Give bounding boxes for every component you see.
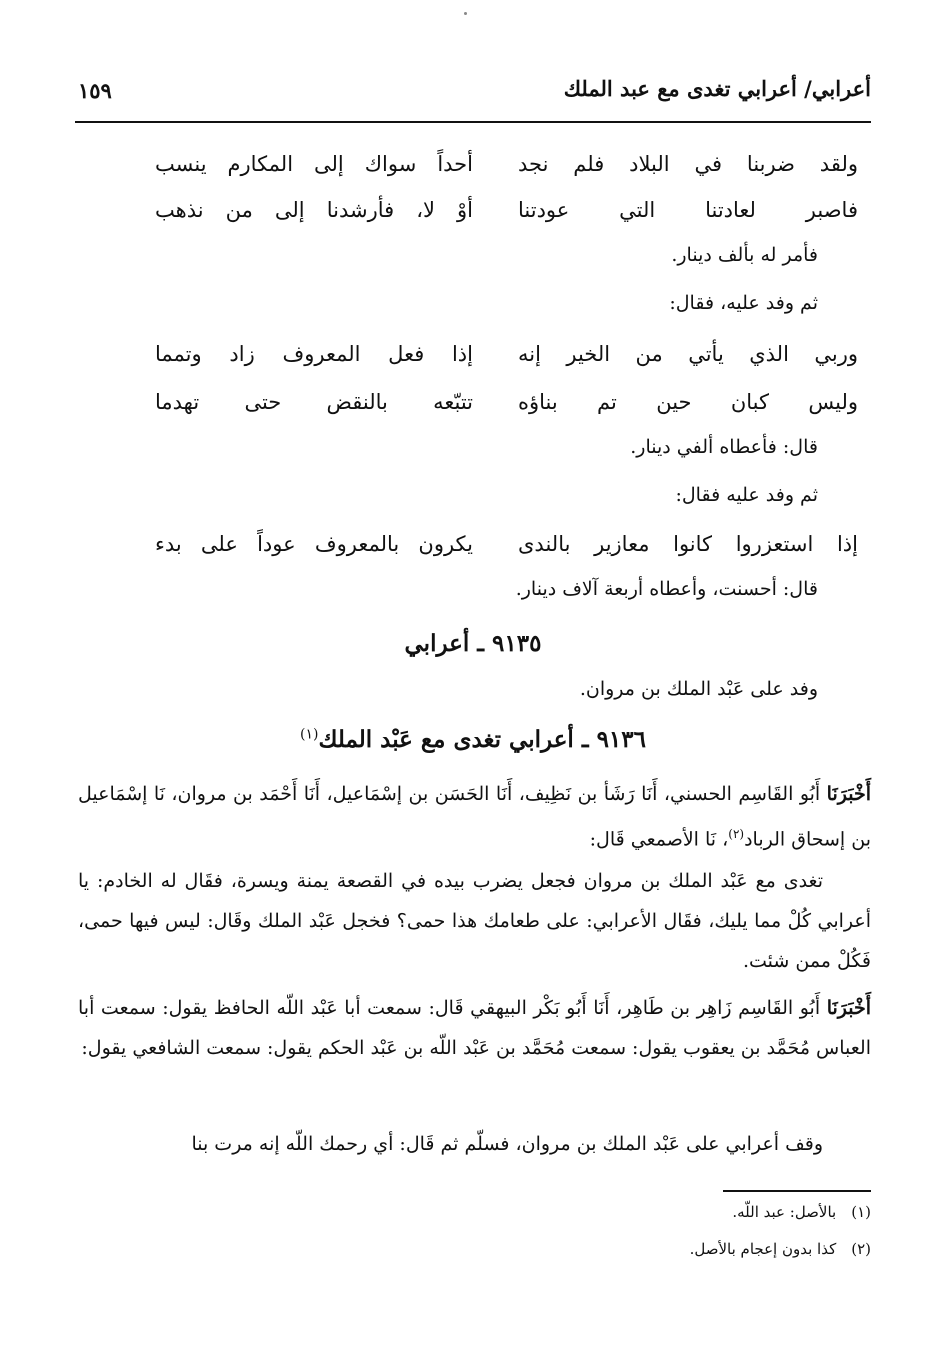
verse-second-hemistich: إذا فعل المعروف زاد وتمما: [155, 342, 473, 366]
page-number: ١٥٩: [78, 78, 112, 103]
footnote-ref: (١): [299, 726, 319, 743]
verse-row: [120, 342, 858, 382]
footnote-number: (١): [851, 1203, 871, 1221]
verse-second-hemistich: يكرون بالمعروف عوداً على بدء: [155, 532, 473, 556]
verse-row: [120, 198, 858, 238]
verse-first-hemistich: إذا استعزروا كانوا معازير بالندى: [518, 532, 858, 556]
footnote-text: بالأصل: عبد اللّه.: [732, 1203, 837, 1221]
section-heading: ٩١٣٥ ـ أعرابي: [404, 630, 542, 657]
akhbarana-word: أَخْبَرَنَا: [826, 997, 872, 1019]
narrative-line: ثم وفد عليه، فقال:: [669, 292, 818, 314]
footnote-rule: [723, 1190, 871, 1192]
story-text: وقف أعرابي على عَبْد الملك بن مروان، فسلّم ثم قَال: أي رحمك اللّه إنه مرت بنا: [191, 1133, 823, 1155]
narrative-line: ثم وفد عليه فقال:: [675, 484, 818, 506]
footnote-text: كذا بدون إعجام بالأصل.: [689, 1240, 837, 1258]
footnote: [690, 1240, 871, 1258]
verse-second-hemistich: أحداً سواك إلى المكارم ينسب: [155, 152, 473, 176]
story-paragraph: [78, 1124, 871, 1164]
verse-first-hemistich: وليس كبان حين تم بناؤه: [518, 390, 858, 414]
verse-row: [120, 152, 858, 192]
verse-first-hemistich: ولقد ضربنا في البلاد فلم نجد: [518, 152, 858, 176]
verse-first-hemistich: فاصبر لعادتنا التي عودتنا: [518, 198, 858, 222]
running-header-title: أعرابي/ أعرابي تغدى مع عبد الملك: [563, 76, 871, 101]
narrative-line: فأمر له بألف دينار.: [671, 244, 818, 266]
verse-row: [120, 390, 858, 430]
footnote: [732, 1203, 871, 1221]
isnad-paragraph: [78, 988, 871, 1068]
story-text: تغدى مع عَبْد الملك بن مروان فجعل يضرب بيده في القصعة يمنة ويسرة، فقَال له الخادم: يا أعرابي كُلْ مما يليك، فقَال الأعرابي: على طعامك هذا حمى؟ فخجل عَبْد الملك وقَال: ليس فيها حمى، فَكُلْ ممن شئت.: [78, 870, 871, 972]
verse-first-hemistich: وربي الذي يأتي من الخير إنه: [518, 342, 858, 366]
verse-second-hemistich: تتبّعه بالنقض حتى تهدما: [155, 390, 473, 414]
verse-row: [120, 532, 858, 572]
verse-second-hemistich: أوْ لا، فأرشدنا إلى من نذهب: [155, 198, 473, 222]
scan-speck: [464, 12, 467, 15]
header-rule: [75, 121, 871, 123]
footnote-ref: (٢): [728, 827, 745, 841]
story-paragraph: [78, 861, 871, 981]
isnad-paragraph: [78, 774, 871, 859]
narrative-line: قال: فأعطاه ألفي دينار.: [630, 436, 818, 458]
isnad-text: أَبُو القَاسِم زَاهِر بن طَاهِر، أَنَا أَبُو بَكْر البيهقي قَال: سمعت أبا عَبْد اللّه الحافظ يقول: سمعت أبا العباس مُحَمَّد بن يعقوب يقول: سمعت مُحَمَّد بن عَبْد اللّه بن عَبْد الحكم يقول: سمعت الشافعي يقول:: [78, 997, 871, 1059]
section-text: وفد على عَبْد الملك بن مروان.: [579, 678, 818, 700]
isnad-text-end: ، نَا الأصمعي قَال:: [589, 828, 729, 851]
isnad-text: أَبُو القَاسِم الحسني، أَنَا رَشَأ بن نَظِيف، أَنَا الحَسَن بن إسْمَاعيل، أَنَا أَحْمَد بن مروان، نَا إسْمَاعيل بن إسحاق الرباد: [78, 783, 871, 851]
section-heading-text: ٩١٣٦ ـ أعرابي تغدى مع عَبْد الملك: [318, 726, 646, 753]
footnote-number: (٢): [851, 1240, 871, 1258]
section-heading: [75, 726, 871, 753]
akhbarana-word: أَخْبَرَنَا: [826, 783, 871, 805]
narrative-line: قال: أحسنت، وأعطاه أربعة آلاف دينار.: [515, 578, 818, 600]
